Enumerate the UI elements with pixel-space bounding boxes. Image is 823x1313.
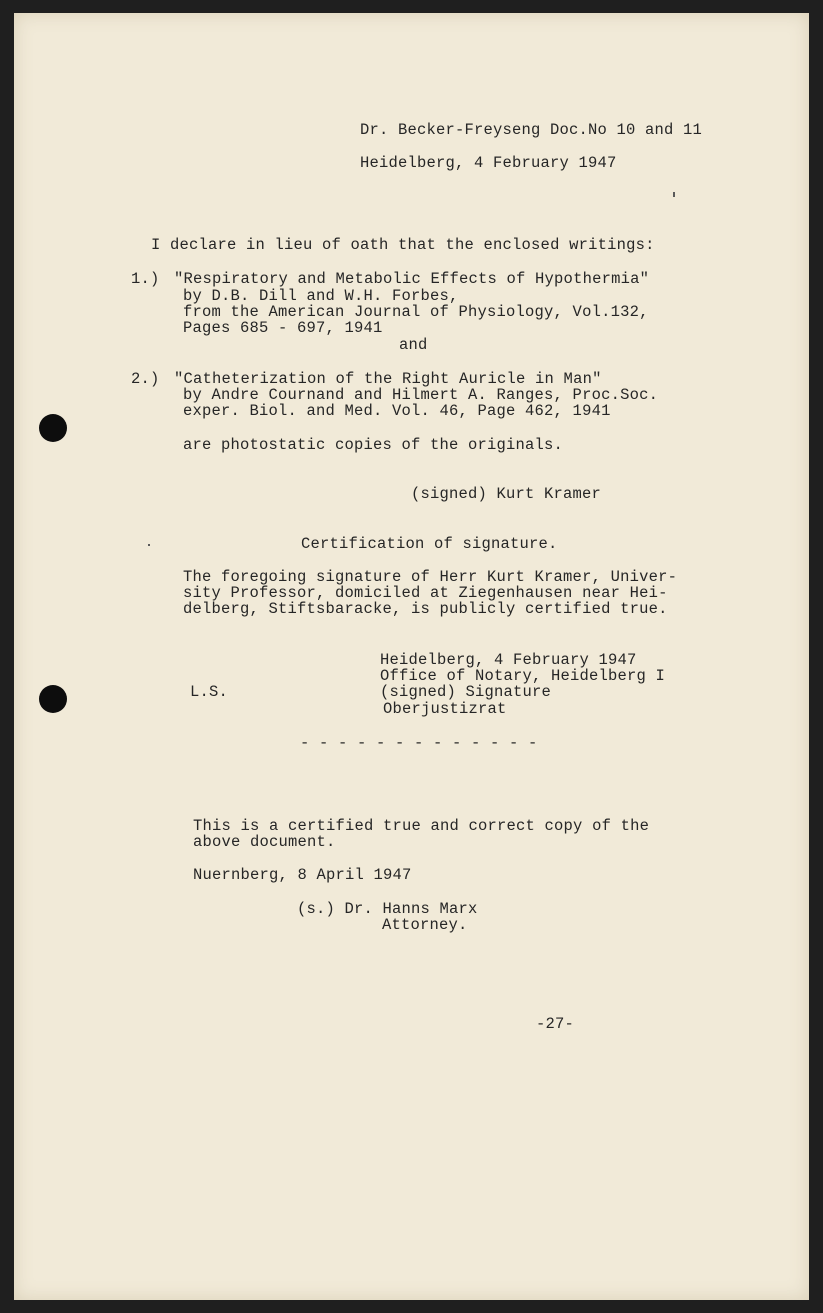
- signature-line: (signed) Kurt Kramer: [411, 485, 602, 503]
- declaration-intro: I declare in lieu of oath that the enclosed writings:: [151, 236, 655, 254]
- item-number: 1.): [131, 270, 160, 288]
- item-line: from the American Journal of Physiology, Vol.132,: [183, 303, 649, 321]
- item-number: 2.): [131, 370, 160, 388]
- certification-line: delberg, Stiftsbaracke, is publicly certified true.: [183, 600, 668, 618]
- binder-hole-top: [39, 414, 67, 442]
- attorney-role: Attorney.: [382, 916, 468, 934]
- declaration-closing: are photostatic copies of the originals.: [183, 436, 564, 454]
- notary-line: Oberjustizrat: [383, 700, 507, 718]
- doc-reference: Dr. Becker-Freyseng Doc.No 10 and 11: [360, 121, 703, 139]
- certification-line: The foregoing signature of Herr Kurt Kramer, Univer-: [183, 568, 678, 586]
- notary-line: Office of Notary, Heidelberg I: [380, 667, 666, 685]
- item-line: "Respiratory and Metabolic Effects of Hypothermia": [174, 270, 650, 288]
- item-line: by Andre Cournand and Hilmert A. Ranges, Proc.Soc.: [183, 386, 659, 404]
- notary-line: (signed) Signature: [380, 683, 552, 701]
- attorney-signature: (s.) Dr. Hanns Marx: [297, 900, 478, 918]
- seal-ls: L.S.: [190, 683, 229, 701]
- item-line: exper. Biol. and Med. Vol. 46, Page 462, 1941: [183, 402, 611, 420]
- item-line: Pages 685 - 697, 1941: [183, 319, 383, 337]
- copy-cert-line: This is a certified true and correct copy of the: [193, 817, 650, 835]
- page-number: -27-: [536, 1015, 575, 1033]
- notary-line: Heidelberg, 4 February 1947: [380, 651, 637, 669]
- ink-speck: [148, 544, 150, 546]
- binder-hole-bottom: [39, 685, 67, 713]
- copy-place-date: Nuernberg, 8 April 1947: [193, 866, 412, 884]
- separator-line: - - - - - - - - - - - - -: [300, 734, 538, 752]
- item-line: "Catheterization of the Right Auricle in Man": [174, 370, 602, 388]
- header-place-date: Heidelberg, 4 February 1947: [360, 154, 617, 172]
- copy-cert-line: above document.: [193, 833, 336, 851]
- item-line: by D.B. Dill and W.H. Forbes,: [183, 287, 459, 305]
- and-connector: and: [399, 336, 428, 354]
- certification-line: sity Professor, domiciled at Ziegenhausen near Hei-: [183, 584, 668, 602]
- certification-title: Certification of signature.: [301, 535, 558, 553]
- ink-speck: [673, 192, 675, 197]
